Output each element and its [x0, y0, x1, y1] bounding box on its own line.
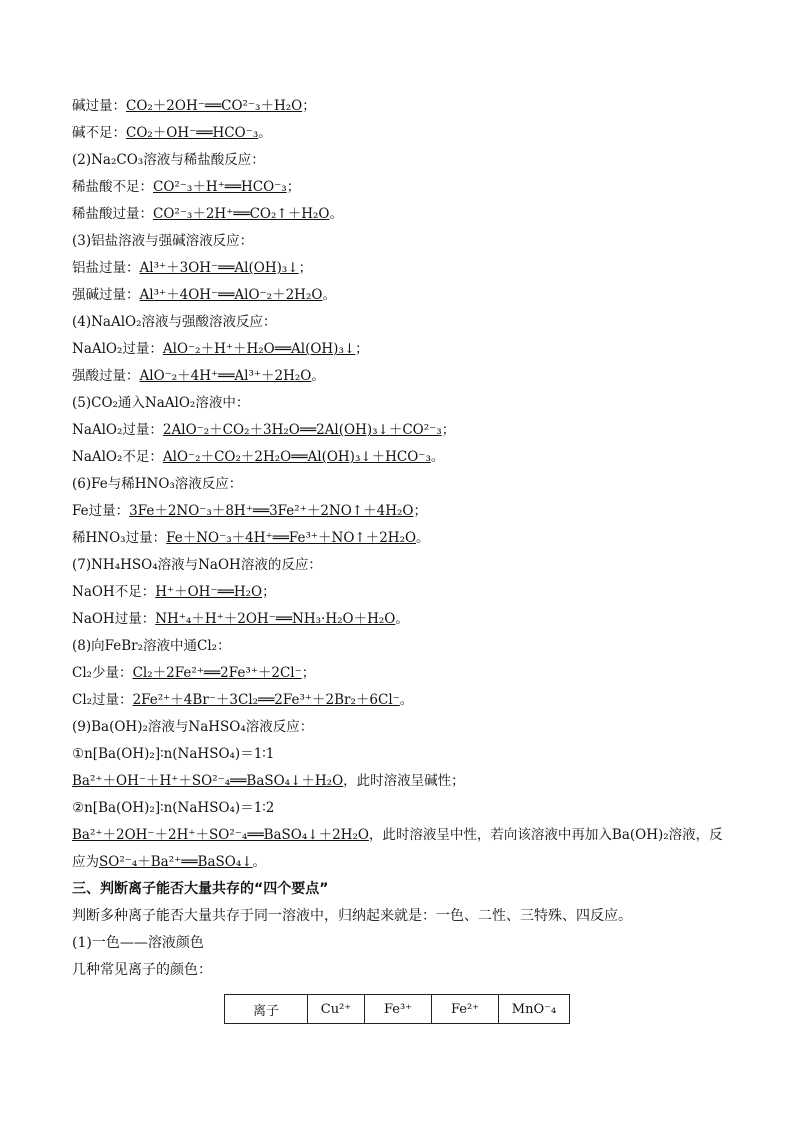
equation: Ba²⁺＋2OH⁻＋2H⁺＋SO²⁻₄══BaSO₄↓＋2H₂O: [72, 827, 369, 843]
text-line: [72, 363, 732, 390]
line-text: ②n[Ba(OH)₂]∶n(NaHSO₄)＝1∶2: [72, 800, 275, 816]
condition-label: NaOH不足：: [72, 584, 156, 600]
text-line: [72, 147, 732, 174]
line-text: (9)Ba(OH)₂溶液与NaHSO₄溶液反应：: [72, 719, 314, 735]
text-line: [72, 390, 732, 417]
punctuation: ；: [298, 260, 313, 276]
equation: H⁺＋OH⁻══H₂O: [155, 584, 263, 600]
text-line: [72, 660, 732, 687]
text-line: [72, 525, 732, 552]
equation: CO₂＋2OH⁻══CO²⁻₃＋H₂O: [126, 98, 303, 114]
punctuation: ；: [301, 665, 316, 681]
punctuation: ；: [262, 584, 276, 600]
line-text: (4)NaAlO₂溶液与强酸溶液反应：: [72, 314, 277, 330]
line-text: (3)铝盐溶液与强碱溶液反应：: [72, 233, 254, 249]
punctuation: 。: [416, 530, 430, 546]
line-text: (8)向FeBr₂溶液中通Cl₂：: [72, 638, 231, 654]
punctuation: 。: [430, 449, 445, 465]
condition-label: NaAlO₂过量：: [72, 422, 163, 438]
table-header-cell: 离子: [225, 995, 308, 1024]
condition-label: Cl₂过量：: [72, 692, 133, 708]
punctuation: 。: [322, 287, 336, 303]
condition-label: NaAlO₂不足：: [72, 449, 163, 465]
table-cell: Cu²⁺: [308, 995, 365, 1024]
equation: NH⁺₄＋H⁺＋2OH⁻══NH₃·H₂O＋H₂O: [155, 611, 396, 627]
text-line: [72, 255, 732, 282]
text-line: [72, 120, 732, 147]
equation: CO²⁻₃＋H⁺══HCO⁻₃: [153, 179, 287, 195]
punctuation: 。: [399, 692, 414, 708]
punctuation: ；: [413, 503, 427, 519]
equation: Fe＋NO⁻₃＋4H⁺══Fe³⁺＋NO↑＋2H₂O: [166, 530, 417, 546]
punctuation: ；: [302, 98, 316, 114]
equation: 2Fe²⁺＋4Br⁻＋3Cl₂══2Fe³⁺＋2Br₂＋6Cl⁻: [132, 692, 400, 708]
condition-label: 碱不足：: [72, 125, 126, 141]
text-line: [72, 93, 732, 120]
table-cell: MnO⁻₄: [499, 995, 570, 1024]
subheading-color: (1)一色——溶液颜色: [72, 935, 204, 951]
condition-label: NaAlO₂过量：: [72, 341, 163, 357]
paragraph-ba-oh-1-2: Ba²⁺＋2OH⁻＋2H⁺＋SO²⁻₄══BaSO₄↓＋2H₂O，此时溶液呈中性，若向该溶液中再加入Ba(OH)₂溶液，反应为SO²⁻₄＋Ba²⁺══BaSO₄↓。: [72, 827, 723, 870]
text-line: [72, 714, 732, 741]
text-line: [72, 417, 732, 444]
line-text: (6)Fe与稀HNO₃溶液反应：: [72, 476, 243, 492]
intro-text: 判断多种离子能否大量共存于同一溶液中，归纳起来就是：一色、二性、三特殊、四反应。: [72, 908, 632, 924]
equation: Al³⁺＋3OH⁻══Al(OH)₃↓: [139, 260, 299, 276]
text-line: [72, 444, 732, 471]
condition-label: NaOH过量：: [72, 611, 156, 627]
section-heading: 三、判断离子能否大量共存的“四个要点”: [72, 881, 329, 897]
equation: Al³⁺＋4OH⁻══AlO⁻₂＋2H₂O: [139, 287, 323, 303]
text-line: [72, 795, 732, 822]
condition-label: 强酸过量：: [72, 368, 140, 384]
text-line: [72, 741, 732, 768]
condition-label: 碱过量：: [72, 98, 126, 114]
text-line: [72, 309, 732, 336]
equation: 3Fe＋2NO⁻₃＋8H⁺══3Fe²⁺＋2NO↑＋4H₂O: [129, 503, 414, 519]
document-body: [72, 93, 732, 984]
table-cell: Fe³⁺: [365, 995, 432, 1024]
text-line: [72, 228, 732, 255]
table-row: [225, 995, 570, 1024]
line-text: (2)Na₂CO₃溶液与稀盐酸反应：: [72, 152, 265, 168]
punctuation: ，此时溶液呈碱性；: [343, 773, 465, 789]
equation: CO₂＋OH⁻══HCO⁻₃: [126, 125, 259, 141]
text-line: [72, 201, 732, 228]
punctuation: ；: [441, 422, 456, 438]
text-line: [72, 687, 732, 714]
equation: 2AlO⁻₂＋CO₂＋3H₂O══2Al(OH)₃↓＋CO²⁻₃: [162, 422, 442, 438]
condition-label: 稀盐酸不足：: [72, 179, 153, 195]
condition-label: Fe过量：: [72, 503, 130, 519]
equation: AlO⁻₂＋4H⁺══Al³⁺＋2H₂O: [139, 368, 312, 384]
punctuation: 。: [258, 125, 272, 141]
text-line: [72, 552, 732, 579]
punctuation: ；: [286, 179, 301, 195]
text-line: [72, 498, 732, 525]
condition-label: 稀盐酸过量：: [72, 206, 153, 222]
equation: AlO⁻₂＋H⁺＋H₂O══Al(OH)₃↓: [162, 341, 356, 357]
punctuation: ；: [355, 341, 369, 357]
text-line: [72, 606, 732, 633]
text-line: [72, 633, 732, 660]
punctuation: 。: [329, 206, 343, 222]
line-text: (5)CO₂通入NaAlO₂溶液中：: [72, 395, 250, 411]
note-text: ，此时溶液呈中性，若向该溶液中再加入Ba(OH)₂溶液，反应为: [72, 827, 723, 870]
equation: AlO⁻₂＋CO₂＋2H₂O══Al(OH)₃↓＋HCO⁻₃: [162, 449, 431, 465]
punctuation: 。: [311, 368, 325, 384]
line-text: (7)NH₄HSO₄溶液与NaOH溶液的反应：: [72, 557, 322, 573]
condition-label: 稀HNO₃过量：: [72, 530, 167, 546]
text-line: [72, 336, 732, 363]
text-line: [72, 471, 732, 498]
text-line: [72, 282, 732, 309]
text-line: [72, 174, 732, 201]
condition-label: Cl₂少量：: [72, 665, 133, 681]
equation: Cl₂＋2Fe²⁺══2Fe³⁺＋2Cl⁻: [132, 665, 302, 681]
equation: CO²⁻₃＋2H⁺══CO₂↑＋H₂O: [153, 206, 330, 222]
ion-color-table: [224, 994, 570, 1024]
condition-label: 强碱过量：: [72, 287, 140, 303]
text-line: [72, 579, 732, 606]
table-caption: 几种常见离子的颜色：: [72, 962, 212, 978]
condition-label: 铝盐过量：: [72, 260, 140, 276]
table-cell: Fe²⁺: [432, 995, 499, 1024]
punctuation: 。: [395, 611, 409, 627]
equation: Ba²⁺＋OH⁻＋H⁺＋SO²⁻₄══BaSO₄↓＋H₂O: [72, 773, 344, 789]
equation: SO²⁻₄＋Ba²⁺══BaSO₄↓: [99, 854, 253, 870]
text-line: [72, 768, 732, 795]
line-text: ①n[Ba(OH)₂]∶n(NaHSO₄)＝1∶1: [72, 746, 275, 762]
equation-lines: [72, 93, 732, 822]
